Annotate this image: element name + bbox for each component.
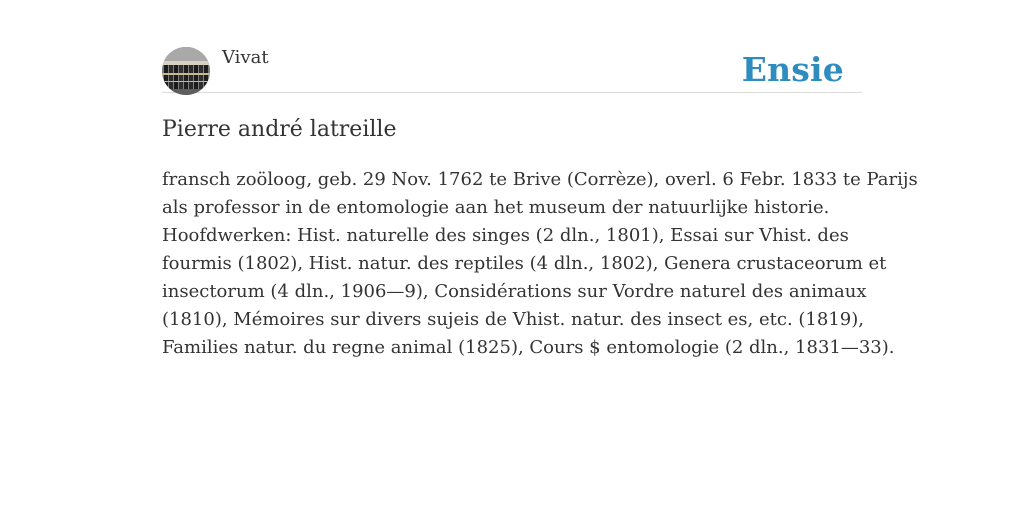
body-line: als professor in de entomologie aan het museum der natuurlijke historie.	[162, 197, 830, 218]
brand-logo[interactable]: Ensie	[741, 50, 844, 89]
body-line: insectorum (4 dln., 1906—9), Considérations sur Vordre naturel des animaux	[162, 281, 867, 302]
article-card	[162, 44, 918, 362]
article-body	[162, 166, 918, 362]
author-name[interactable]: Vivat	[222, 47, 269, 68]
page-title: Pierre andré latreille	[162, 117, 397, 142]
body-line: Hoofdwerken: Hist. naturelle des singes (2 dln., 1801), Essai sur Vhist. des	[162, 225, 849, 246]
body-line: fourmis (1802), Hist. natur. des reptiles (4 dln., 1802), Genera crustaceorum et	[162, 253, 887, 274]
article-header	[162, 44, 862, 93]
body-line: Families natur. du regne animal (1825), Cours $ entomologie (2 dln., 1831—33).	[162, 337, 895, 358]
body-line: fransch zoöloog, geb. 29 Nov. 1762 te Brive (Corrèze), overl. 6 Febr. 1833 te Parijs	[162, 169, 918, 190]
book-spines-icon	[162, 47, 210, 95]
body-line: (1810), Mémoires sur divers sujeis de Vhist. natur. des insect es, etc. (1819),	[162, 309, 864, 330]
avatar[interactable]	[162, 47, 210, 95]
